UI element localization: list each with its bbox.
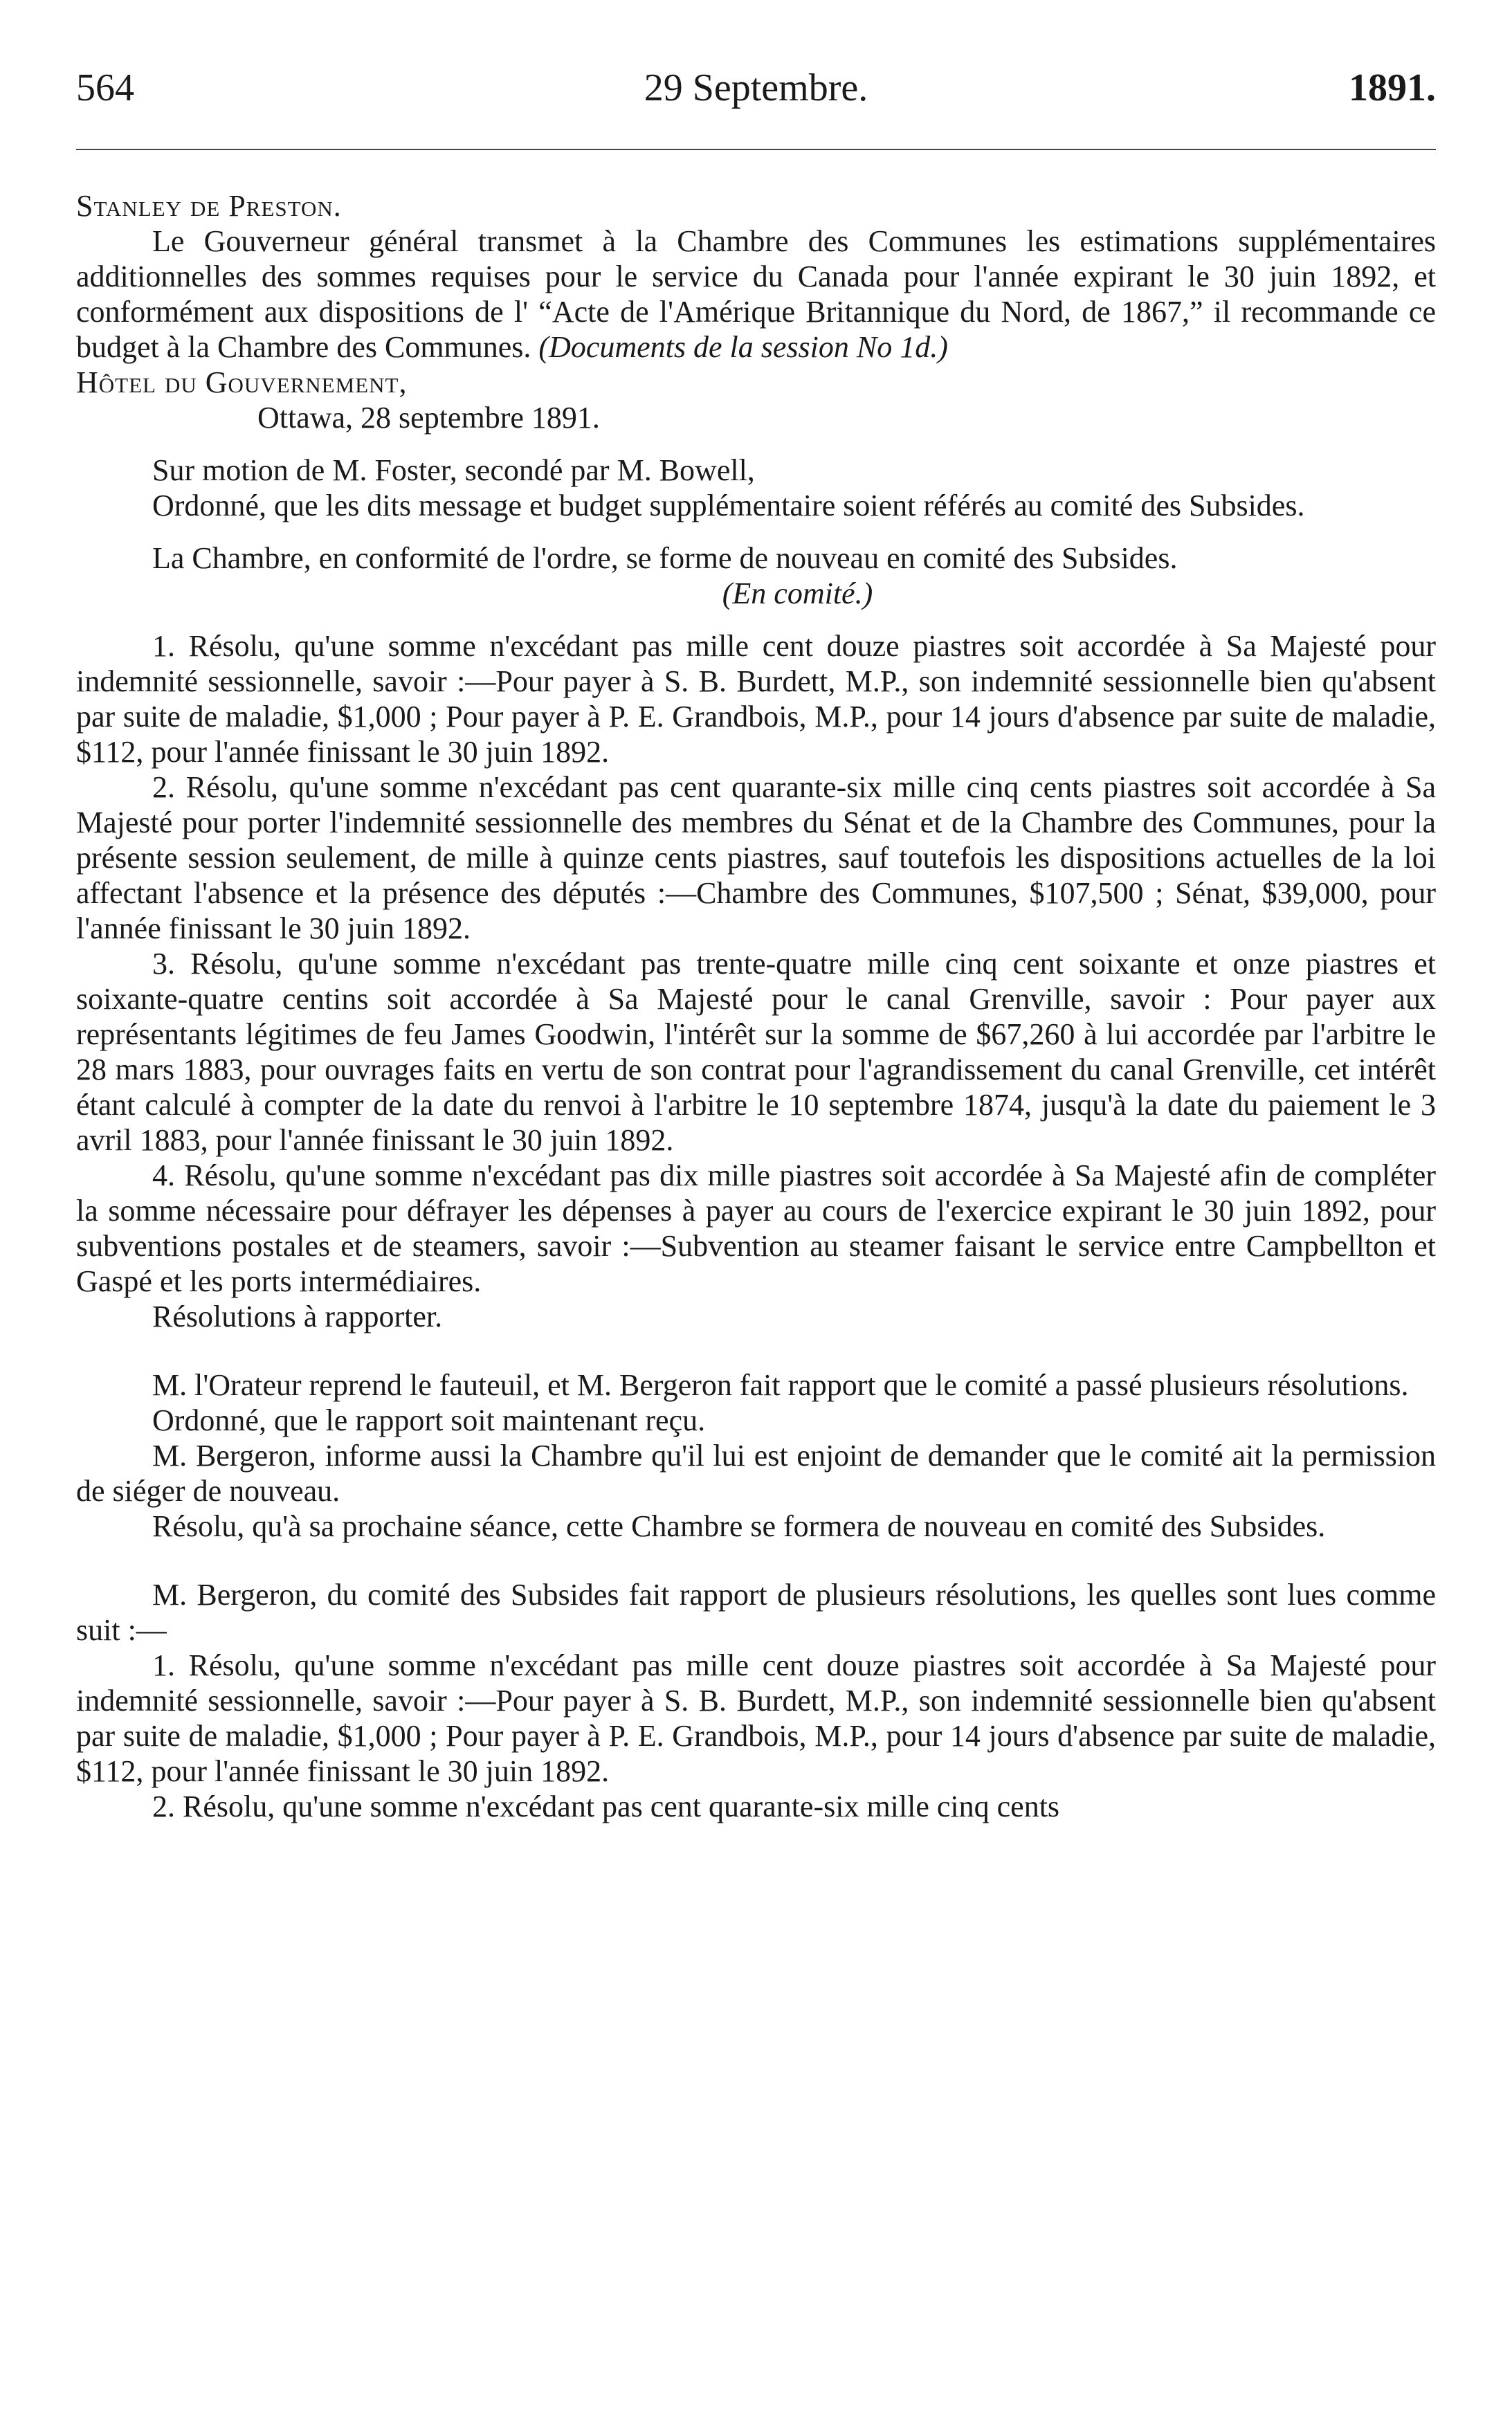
resolution-3: 3. Résolu, qu'une somme n'excédant pas trente-quatre mille cinq cent soixante et onze piastres et soixante-quatre centins soit accordée à Sa Majesté pour le canal Grenville, savoir : Pour payer aux représentants légitimes de feu James Goodwin, l'intérêt sur la somme de $67,260 à lui accordée par l'arbitre le 28 mars 1883, pour ouvrages faits en vertu de son contrat pour l'agrandissement du canal Grenville, cet intérêt étant calculé à compter de la date du renvoi à l'arbitre le 10 septembre 1874, jusqu'à la date du paiement le 3 avril 1883, pour l'année finissant le 30 juin 1892. [76,947,1436,1157]
resolution-1-repeat: 1. Résolu, qu'une somme n'excédant pas mille cent douze piastres soit accordée à Sa Majesté pour indemnité sessionnelle, savoir :—Pour payer à S. B. Burdett, M.P., son indemnité sessionnelle bien qu'absent par suite de maladie, $1,000 ; Pour payer à P. E. Grandbois, M.P., pour 14 jours d'absence par suite de maladie, $112, pour l'année finissant le 30 juin 1892. [76,1648,1436,1788]
resolu-seance-paragraph: Résolu, qu'à sa prochaine séance, cette Chambre se formera de nouveau en comité des Subsides. [152,1509,1326,1543]
resolution-4: 4. Résolu, qu'une somme n'excédant pas dix mille piastres soit accordée à Sa Majesté afin de compléter la somme nécessaire pour défrayer les dépenses à payer au cours de l'exercice expirant le 30 juin 1892, pour subventions postales et de steamers, savoir :—Subvention au steamer faisant le service entre Campbellton et Gaspé et les ports intermédiaires. [76,1158,1436,1298]
resolution-1: 1. Résolu, qu'une somme n'excédant pas mille cent douze piastres soit accordée à Sa Majesté pour indemnité sessionnelle, savoir :—Pour payer à S. B. Burdett, M.P., son indemnité sessionnelle bien qu'absent par suite de maladie, $1,000 ; Pour payer à P. E. Grandbois, M.P., pour 14 jours d'absence par suite de maladie, $112, pour l'année finissant le 30 juin 1892. [76,629,1436,769]
page-date: 29 Septembre. [644,66,868,109]
page-header [76,66,1436,121]
page-year: 1891. [1349,66,1436,109]
message-reference: (Documents de la session No 1d.) [538,330,948,364]
en-comite-heading: (En comité.) [722,576,873,610]
ordonne-paragraph-2: Ordonné, que le rapport soit maintenant reçu. [152,1403,706,1437]
governor-message [76,224,1436,365]
chambre-forme-paragraph: La Chambre, en conformité de l'ordre, se forme de nouveau en comité des Subsides. [152,541,1178,575]
motion-paragraph: Sur motion de M. Foster, secondé par M. Bowell, [152,453,755,487]
resolution-2-repeat: 2. Résolu, qu'une somme n'excédant pas cent quarante-six mille cinq cents [152,1790,1060,1823]
bergeron-rapport-paragraph: M. Bergeron, du comité des Subsides fait rapport de plusieurs résolutions, les quelles sont lues comme suit :— [76,1578,1436,1647]
orateur-paragraph: M. l'Orateur reprend le fauteuil, et M. Bergeron fait rapport que le comité a passé plusieurs résolutions. [152,1368,1409,1402]
address-line-2: Ottawa, 28 septembre 1891. [257,401,600,435]
bergeron-informe-paragraph: M. Bergeron, informe aussi la Chambre qu'il lui est enjoint de demander que le comité ait la permission de siéger de nouveau. [76,1439,1436,1508]
page-number: 564 [76,66,134,109]
ordonne-paragraph-1: Ordonné, que les dits message et budget supplémentaire soient référés au comité des Subsides. [152,489,1305,522]
page-body [76,188,1436,1824]
signatory: Stanley de Preston. [76,189,342,223]
resolutions-to-report: Résolutions à rapporter. [152,1300,443,1333]
header-divider [76,149,1436,150]
document-page [76,66,1436,1824]
message-text: Le Gouverneur général transmet à la Chambre des Communes les estimations supplémentaires additionnelles des sommes requises pour le service du Canada pour l'année expirant le 30 juin 1892, et conformément aux dispositions de l' “Acte de l'Amérique Britannique du Nord, de 1867,” il recommande ce budget à la Chambre des Communes. [76,224,1436,364]
resolution-2: 2. Résolu, qu'une somme n'excédant pas cent quarante-six mille cinq cents piastres soit accordée à Sa Majesté pour porter l'indemnité sessionnelle des membres du Sénat et de la Chambre des Communes, pour la présente session seulement, de mille à quinze cents piastres, sauf toutefois les dispositions actuelles de la loi affectant l'absence et la présence des députés :—Chambre des Communes, $107,500 ; Sénat, $39,000, pour l'année finissant le 30 juin 1892. [76,770,1436,945]
address-line-1: Hôtel du Gouvernement, [76,365,408,399]
